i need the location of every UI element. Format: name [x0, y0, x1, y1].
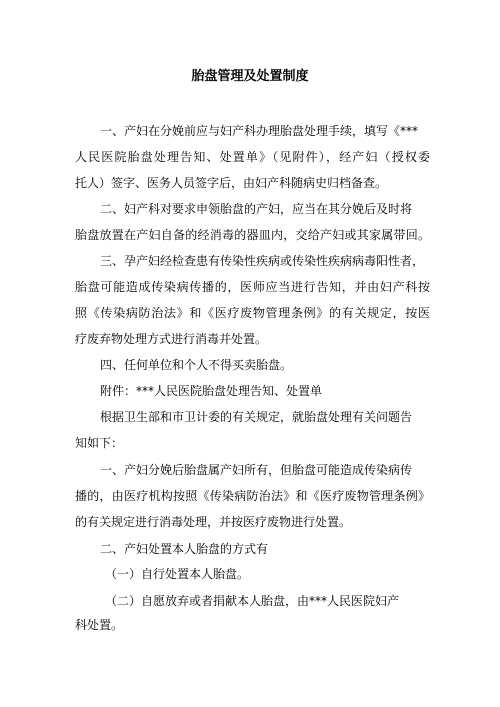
document-title: 胎盘管理及处置制度 — [191, 69, 309, 84]
notice-intro-line-2: 知如下： — [75, 436, 124, 450]
paragraph-3-line-3: 照《传染病防治法》和《医疗废物管理条例》的有关规定，按医 — [75, 306, 430, 320]
paragraph-1-line-3: 托人）签字、医务人员签字后，由妇产科随病史归档备查。 — [75, 176, 388, 190]
paragraph-2-line-1: 二、妇产科对要求申领胎盘的产妇，应当在其分娩后及时将 — [100, 202, 413, 216]
paragraph-1-line-1: 一、产妇在分娩前应与妇产科办理胎盘处理手续，填写《*** — [100, 124, 419, 138]
paragraph-3-line-1: 三、孕产妇经检查患有传染性疾病或传染性疾病病毒阳性者， — [100, 254, 425, 268]
notice-item-2-option-2-line-2: 科处置。 — [75, 618, 124, 632]
paragraph-2-line-2: 胎盘放置在产妇自备的经消毒的器皿内，交给产妇或其家属带回。 — [75, 228, 430, 242]
notice-item-2-heading: 二、产妇处置本人胎盘的方式有 — [100, 542, 269, 556]
paragraph-1-line-2: 人民医院胎盘处理告知、处置单》（见附件），经产妇（授权委 — [75, 150, 430, 164]
notice-item-1-line-1: 一、产妇分娩后胎盘属产妇所有，但胎盘可能造成传染病传 — [100, 463, 413, 477]
notice-item-1-line-2: 播的，由医疗机构按照《传染病防治法》和《医疗废物管理条例》 — [75, 489, 430, 503]
notice-item-1-line-3: 的有关规定进行消毒处理，并按医疗废物进行处置。 — [75, 515, 352, 529]
notice-intro-line-1: 根据卫生部和市卫计委的有关规定，就胎盘处理有关问题告 — [100, 410, 413, 424]
paragraph-3-line-4: 疗废弃物处理方式进行消毒并处置。 — [75, 332, 268, 346]
paragraph-3-line-2: 胎盘可能造成传染病传播的，医师应当进行告知，并由妇产科按 — [75, 280, 430, 294]
notice-item-2-option-2-line-1: （二）自愿放弃或者捐献本人胎盘，由***人民医院妇产 — [105, 594, 400, 608]
notice-item-2-option-1: （一）自行处置本人胎盘。 — [105, 567, 250, 581]
attachment-heading: 附件：***人民医院胎盘处理告知、处置单 — [100, 384, 323, 398]
paragraph-4-line-1: 四、任何单位和个人不得买卖胎盘。 — [100, 358, 293, 372]
